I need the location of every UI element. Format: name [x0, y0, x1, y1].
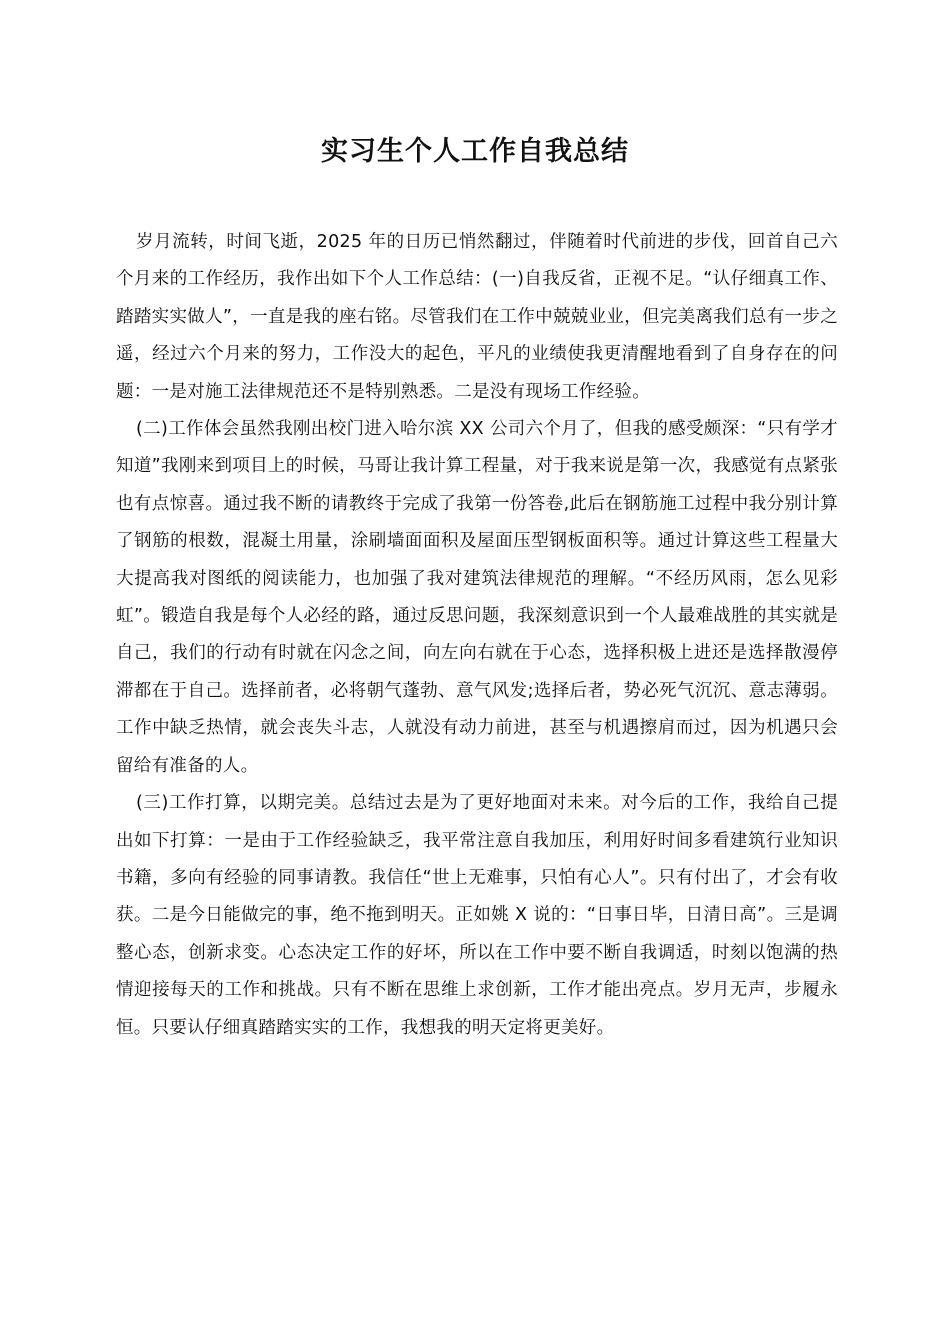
paragraph-work-plan: (三)工作打算，以期完美。总结过去是为了更好地面对未来。对今后的工作，我给自己提出如下打算：一是由于工作经验缺乏，我平常注意自我加压，利用好时间多看建筑行业知识书籍，多向有经验的同事请教。我信任“世上无难事，只怕有心人”。只有付出了，才会有收获。二是今日能做完的事，绝不拖到明天。正如姚 X 说的：“日事日毕，日清日高”。三是调整心态，创新求变。心态决定工作的好坏，所以在工作中要不断自我调适，时刻以饱满的热情迎接每天的工作和挑战。只有不断在思维上求创新，工作才能出亮点。岁月无声，步履永恒。只要认仔细真踏踏实实的工作，我想我的明天定将更美好。: [116, 793, 838, 1038]
paragraph-work-experience: (二)工作体会虽然我刚出校门进入哈尔滨 XX 公司六个月了，但我的感受颇深：“只有学才知道”我刚来到项目上的时候，马哥让我计算工程量，对于我来说是第一次，我感觉有点紧张也有点惊喜。通过我不断的请教终于完成了我第一份答卷,此后在钢筋施工过程中我分别计算了钢筋的根数，混凝土用量，涂刷墙面面积及屋面压型钢板面积等。通过计算这些工程量大大提高我对图纸的阅读能力，也加强了我对建筑法律规范的理解。“不经历风雨，怎么见彩虹”。锻造自我是每个人必经的路，通过反思问题，我深刻意识到一个人最难战胜的其实就是自己，我们的行动有时就在闪念之间，向左向右就在于心态，选择积极上进还是选择散漫停滞都在于自己。选择前者，必将朝气蓬勃、意气风发;选择后者，势必死气沉沉、意志薄弱。工作中缺乏热情，就会丧失斗志，人就没有动力前进，甚至与机遇擦肩而过，因为机遇只会留给有准备的人。: [116, 419, 838, 776]
document-title: 实习生个人工作自我总结: [321, 136, 629, 167]
paragraph-self-reflection: 岁月流转，时间飞逝，2025 年的日历已悄然翻过，伴随着时代前进的步伐，回首自己六个月来的工作经历，我作出如下个人工作总结：(一)自我反省，正视不足。“认仔细真工作、踏踏实实做人”，一直是我的座右铭。尽管我们在工作中兢兢业业，但完美离我们总有一步之遥，经过六个月来的努力，工作没大的起色，平凡的业绩使我更清醒地看到了自身存在的问题：一是对施工法律规范还不是特别熟悉。二是没有现场工作经验。: [116, 232, 838, 402]
document-body: [116, 224, 838, 1047]
